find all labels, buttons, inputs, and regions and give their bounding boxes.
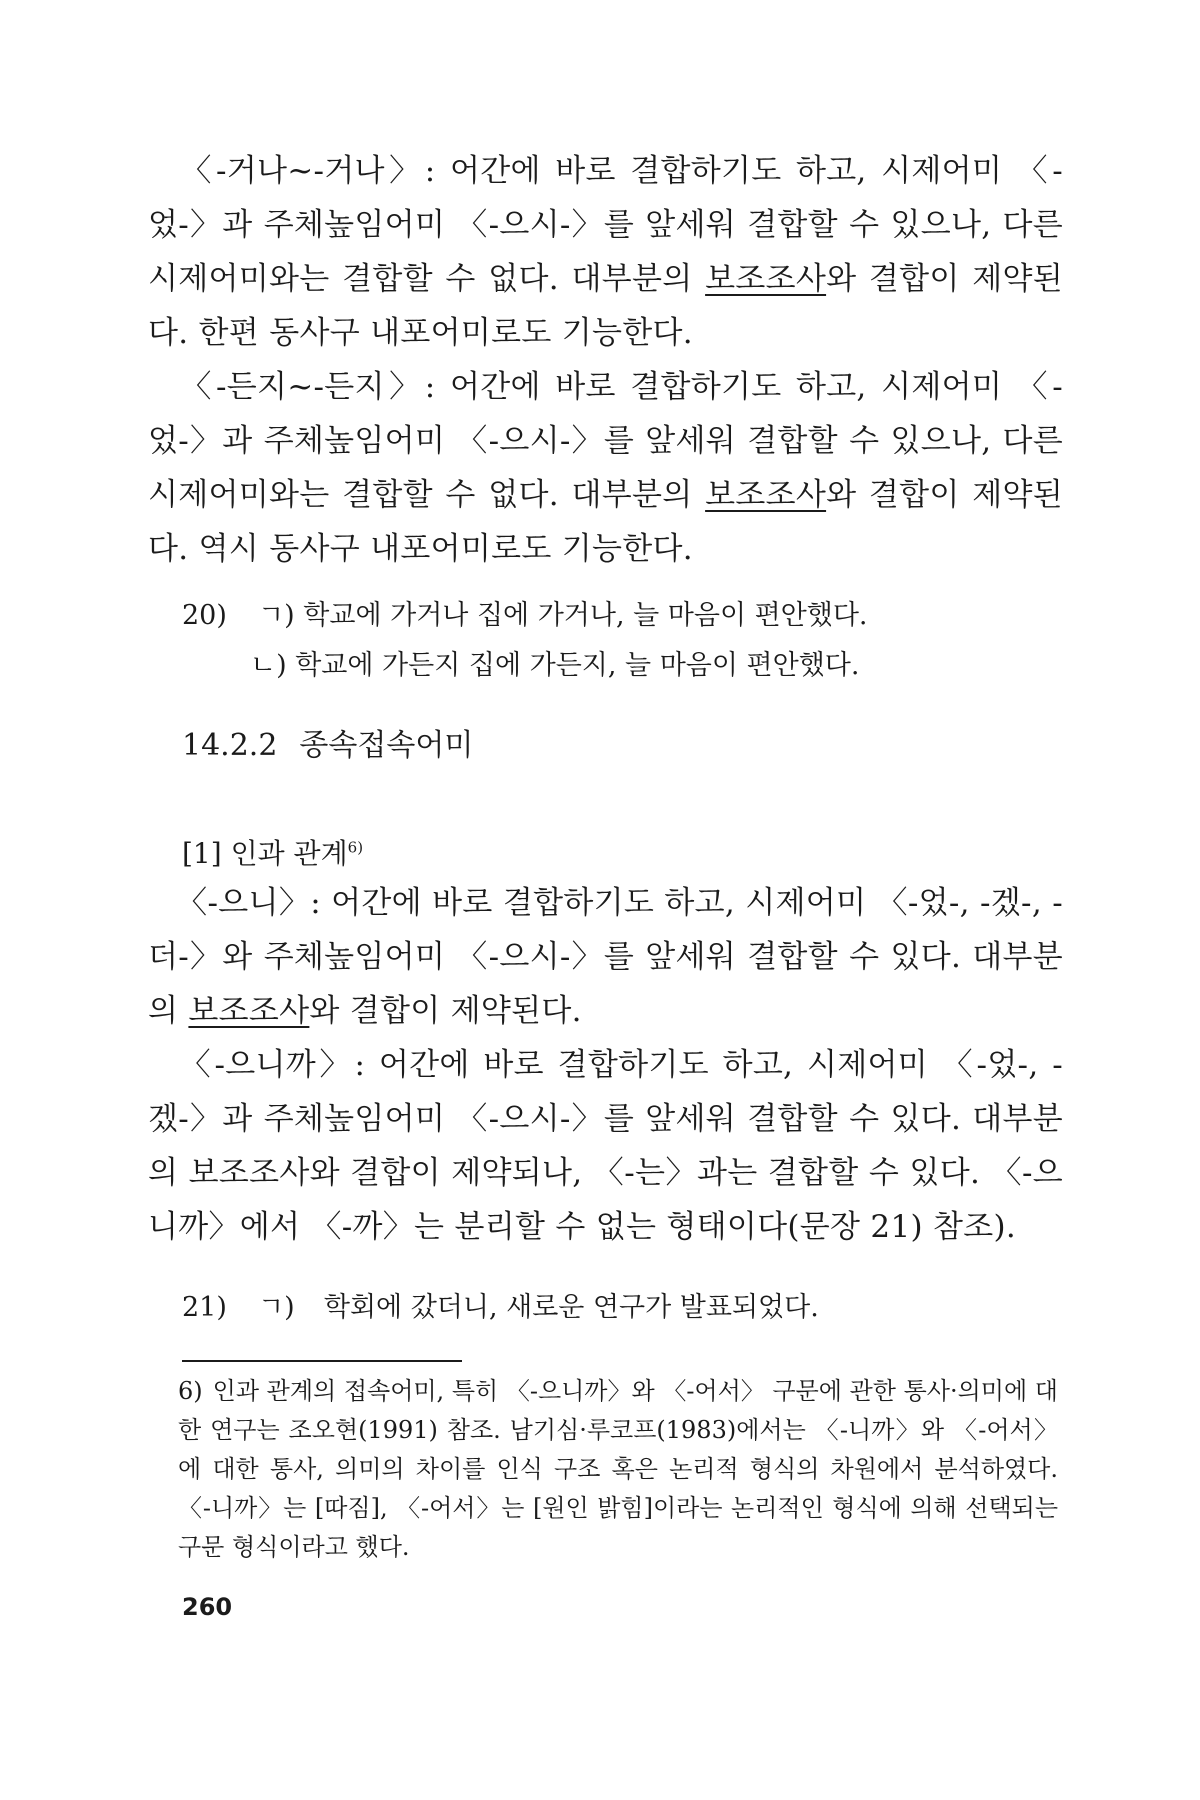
footnote-reference: 6)	[347, 838, 364, 857]
paragraph-euni	[148, 876, 1063, 1038]
paragraph-deunji	[148, 360, 1063, 576]
paragraph-text: : 어간에 바로 결합하기도 하고, 시제어미 〈-었-, -겠-〉과 주체높임어미 〈-으시-〉를 앞세워 결합할 수 있다. 대부분의 보조조사와 결합이 제약되나, 〈-는〉과는 결합할 수 있다. 〈-으니까〉에서 〈-까〉는 분리할 수 없는 형태이다(문장 21) 참조).	[148, 1047, 1063, 1245]
underlined-term: 보조조사	[705, 477, 827, 513]
subsection-heading	[182, 834, 363, 874]
paragraph-text: 와 결합이 제약된다. 역시 동사구 내포어미로도 기능한다.	[148, 477, 1064, 567]
example-sentence: 학교에 가든지 집에 가든지, 늘 마음이 편안했다.	[295, 650, 860, 681]
ending-label: 〈-으니〉	[176, 885, 311, 921]
example-marker: ㄱ)	[258, 1292, 295, 1323]
paragraph-eunikka	[148, 1038, 1063, 1254]
footnote-text: 인과 관계의 접속어미, 특히 〈-으니까〉와 〈-어서〉 구문에 관한 통사·의미에 대한 연구는 조오현(1991) 참조. 남기심·루코프(1983)에서는 〈-니까〉와 〈-어서〉에 대한 통사, 의미의 차이를 인식 구조 혹은 논리적 형식의 차원에서 분석하였다. 〈-니까〉는 [따짐], 〈-어서〉는 [원인 밝힘]이라는 논리적인 형식에 의해 선택되는 구문 형식이라고 했다.	[178, 1377, 1058, 1561]
section-number: 14.2.2	[182, 728, 278, 763]
underlined-term: 보조조사	[188, 993, 310, 1029]
ending-label: 〈-으니까〉	[176, 1047, 355, 1083]
example-number: 20)	[182, 600, 227, 631]
footnote	[178, 1372, 1058, 1567]
paragraph-text: : 어간에 바로 결합하기도 하고, 시제어미 〈-었-, -겠-, -더-〉와 주체높임어미 〈-으시-〉를 앞세워 결합할 수 있다. 대부분의	[148, 885, 1063, 1029]
paragraph-geona	[148, 144, 1063, 360]
paragraph-text: : 어간에 바로 결합하기도 하고, 시제어미 〈-었-〉과 주체높임어미 〈-으시-〉를 앞세워 결합할 수 있으나, 다른 시제어미와는 결합할 수 없다. 대부분의	[148, 369, 1063, 513]
paragraph-text: 와 결합이 제약된다.	[309, 993, 582, 1029]
example-marker: ㄱ)	[258, 600, 295, 631]
subsection-label: [1] 인과 관계	[182, 837, 348, 870]
example-20a	[182, 596, 868, 636]
footnote-marker: 6)	[178, 1377, 203, 1405]
example-sentence: 학교에 가거나 집에 가거나, 늘 마음이 편안했다.	[303, 600, 868, 631]
page-number: 260	[182, 1593, 233, 1621]
paragraph-text: 와 결합이 제약된다. 한편 동사구 내포어미로도 기능한다.	[148, 261, 1064, 351]
example-marker: ㄴ)	[250, 650, 287, 681]
example-sentence: 학회에 갔더니, 새로운 연구가 발표되었다.	[323, 1292, 819, 1323]
paragraph-text: : 어간에 바로 결합하기도 하고, 시제어미 〈-었-〉과 주체높임어미 〈-으시-〉를 앞세워 결합할 수 있으나, 다른 시제어미와는 결합할 수 없다. 대부분의	[148, 153, 1063, 297]
section-heading	[182, 726, 473, 766]
ending-label: 〈-거나~-거나〉	[176, 153, 425, 189]
ending-label: 〈-든지~-든지〉	[176, 369, 425, 405]
example-21a	[182, 1288, 819, 1328]
example-number: 21)	[182, 1292, 227, 1323]
underlined-term: 보조조사	[705, 261, 827, 297]
section-title: 종속접속어미	[299, 728, 474, 763]
footnote-divider	[182, 1360, 462, 1362]
example-20b	[250, 646, 859, 686]
